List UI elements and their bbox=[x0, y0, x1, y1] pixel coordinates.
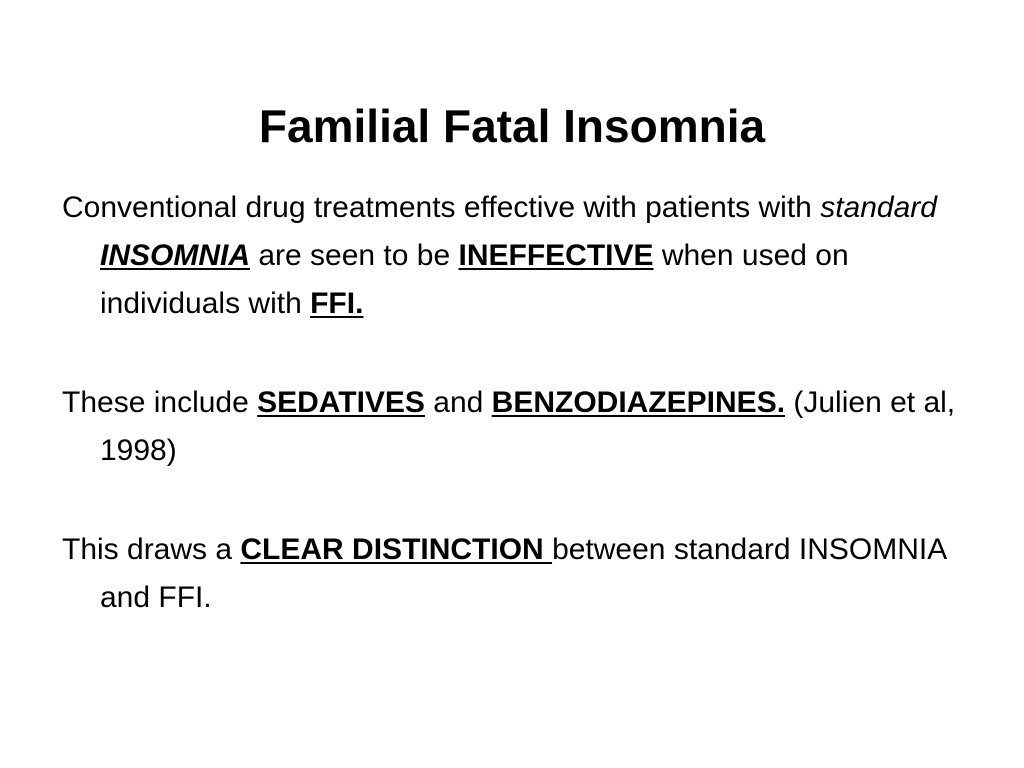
text-run: and bbox=[424, 386, 492, 419]
italic-text-standard: standard bbox=[820, 191, 937, 224]
emphasis-benzodiazepines: BENZODIAZEPINES. bbox=[491, 386, 786, 419]
paragraph-distinction bbox=[62, 526, 982, 622]
paragraph-drug-treatments bbox=[62, 184, 982, 328]
citation-text: (Julien et al, 1998) bbox=[100, 386, 956, 467]
text-run: are seen to be bbox=[250, 239, 459, 272]
emphasis-ffi: FFI. bbox=[310, 287, 364, 320]
slide-body bbox=[62, 184, 982, 622]
emphasis-ineffective: INEFFECTIVE bbox=[458, 239, 654, 272]
emphasis-sedatives: SEDATIVES bbox=[257, 386, 425, 419]
text-run: Conventional drug treatments effective with patients with bbox=[62, 191, 821, 224]
text-run: These include bbox=[62, 386, 258, 419]
paragraph-sedatives bbox=[62, 379, 982, 475]
text-run: between standard INSOMNIA and FFI. bbox=[100, 533, 946, 614]
emphasis-insomnia: INSOMNIA bbox=[100, 239, 250, 272]
slide-title: Familial Fatal Insomnia bbox=[258, 99, 766, 152]
emphasis-clear-distinction: CLEAR DISTINCTION bbox=[240, 533, 553, 566]
text-run: This draws a bbox=[62, 533, 241, 566]
text-run: when used on individuals with bbox=[100, 239, 849, 320]
